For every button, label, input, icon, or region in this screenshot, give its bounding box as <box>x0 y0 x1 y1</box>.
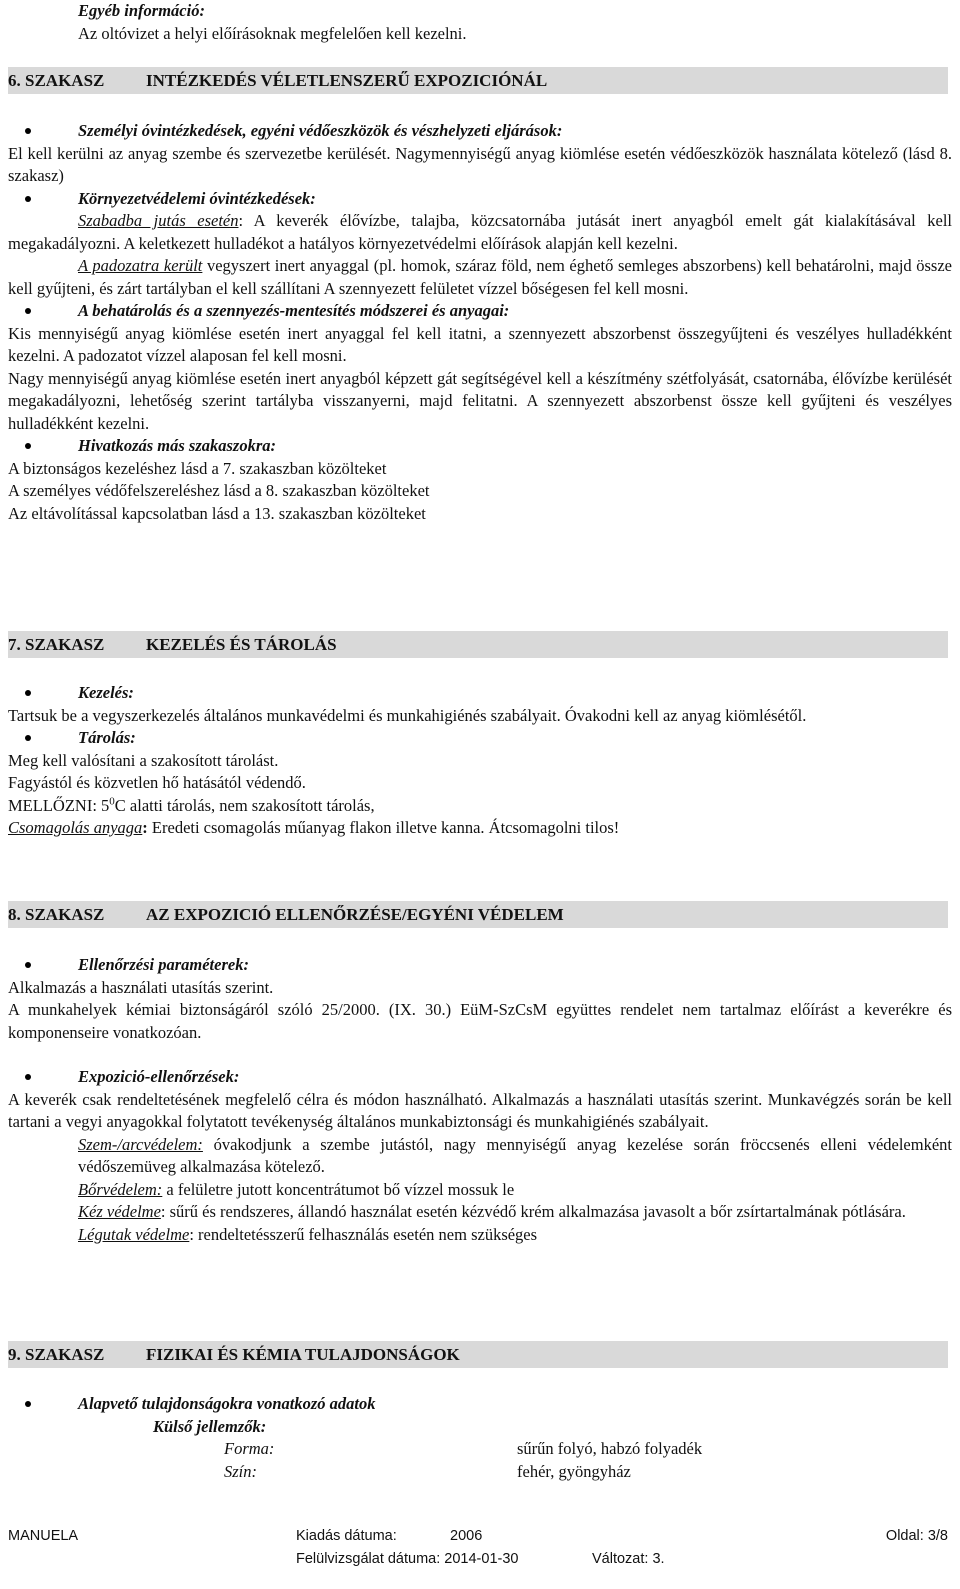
personal-precautions-text: El kell kerülni az anyag szembe és szervezetbe kerülését. Nagymennyiségű anyag kiömlése esetén védőeszközök használata kötelező (lásd 8. szakasz) <box>8 143 952 185</box>
basic-properties-item <box>8 1393 952 1416</box>
section9-number: 9. SZAKASZ <box>8 1345 105 1364</box>
eye-label: Szem-/arcvédelem: <box>78 1134 203 1154</box>
env-precautions-item <box>8 188 952 211</box>
reference-line: A személyes védőfelszereléshez lásd a 8. szakaszban közölteket <box>8 481 430 500</box>
section8-number: 8. SZAKASZ <box>8 905 105 924</box>
property-row <box>8 1461 952 1484</box>
property-label: Szín: <box>224 1461 257 1481</box>
storage-heading: Tárolás: <box>78 728 136 747</box>
references-item <box>8 435 952 458</box>
skin-text: a felületre jutott koncentrátumot bő vízzel mossuk le <box>162 1179 515 1199</box>
bullet-icon <box>25 1074 31 1080</box>
section9-title: FIZIKAI ÉS KÉMIA TULAJDONSÁGOK <box>146 1345 460 1364</box>
section8-header <box>8 901 948 928</box>
bullet-icon <box>25 308 31 314</box>
avoid-degree: 0 <box>109 795 115 807</box>
section8-body <box>8 954 952 1246</box>
bullet-icon <box>25 196 31 202</box>
bullet-icon <box>25 1401 31 1407</box>
packaging-text: Eredeti csomagolás műanyag flakon illetve kanna. Átcsomagolni tilos! <box>147 818 620 837</box>
skin-protection <box>8 1179 952 1202</box>
footer-review-date: Felülvizsgálat dátuma: 2014-01-30 <box>296 1551 519 1567</box>
eye-protection <box>8 1134 952 1179</box>
footer-version: Változat: 3. <box>592 1551 665 1567</box>
packaging-line <box>8 817 952 840</box>
section6-header <box>8 67 948 94</box>
personal-precautions-heading: Személyi óvintézkedések, egyéni védőeszközök és vészhelyzeti eljárások: <box>78 121 563 140</box>
bullet-icon <box>25 443 31 449</box>
storage-item <box>8 727 952 750</box>
control-params-item <box>8 954 952 977</box>
other-info-heading: Egyéb információ: <box>78 1 205 20</box>
handling-text: Tartsuk be a vegyszerkezelés általános munkavédelmi és munkahigiénés szabályait. Óvakodni kell az anyag kiömlésétől. <box>8 705 807 725</box>
bullet-icon <box>25 128 31 134</box>
section7-body <box>8 682 952 840</box>
containment-text-large: Nagy mennyiségű anyag kiömlése esetén inert anyagból képzett gát segítségével kell a készítmény szétfolyását, csatornába, élővízbe kerülését megakadályozni, lehetőség szerint tartályba visszanyerni, majd felitatni. A szennyezett abszorbenst össze kell gyűjteni és veszélyes hulladékként kezelni. <box>8 368 952 433</box>
packaging-label: Csomagolás anyaga <box>8 818 143 837</box>
external-heading-text: Külső jellemzők: <box>153 1416 267 1436</box>
resp-label: Légutak védelme <box>78 1224 190 1244</box>
section6-body <box>8 120 952 525</box>
env-label: Szabadba jutás esetén <box>78 211 239 230</box>
respiratory-protection <box>8 1224 952 1247</box>
footer-page-number: Oldal: 3/8 <box>885 1528 948 1544</box>
references-heading: Hivatkozás más szakaszokra: <box>78 436 277 455</box>
hand-label: Kéz védelme <box>78 1202 161 1221</box>
property-label: Forma: <box>224 1439 275 1458</box>
bullet-icon <box>25 690 31 696</box>
property-value: sűrűn folyó, habzó folyadék <box>517 1439 703 1458</box>
control-params-line: Alkalmazás a használati utasítás szerint. <box>8 977 274 997</box>
exposure-controls-heading: Expozició-ellenőrzések: <box>78 1067 240 1086</box>
personal-precautions-item <box>8 120 952 143</box>
other-info-text: Az oltóvizet a helyi előírásoknak megfelelően kell kezelni. <box>78 23 467 43</box>
storage-line: Meg kell valósítani a szakosított tárolást. <box>8 750 279 770</box>
section9-header <box>8 1341 948 1368</box>
section7-title: KEZELÉS ÉS TÁROLÁS <box>146 635 337 654</box>
containment-heading: A behatárolás és a szennyezés-mentesítés módszerei és anyagai: <box>78 301 510 320</box>
hand-protection <box>8 1201 952 1224</box>
packaging-colon: : <box>142 818 148 837</box>
reference-line: Az eltávolítással kapcsolatban lásd a 13. szakaszban közölteket <box>8 503 426 523</box>
floor-label: A padozatra került <box>78 256 203 275</box>
reference-line: A biztonságos kezeléshez lásd a 7. szakaszban közölteket <box>8 458 387 478</box>
section8-title: AZ EXPOZICIÓ ELLENŐRZÉSE/EGYÉNI VÉDELEM <box>146 905 564 924</box>
section7-header <box>8 631 948 658</box>
storage-avoid <box>8 795 952 818</box>
control-params-heading: Ellenőrzési paraméterek: <box>78 955 249 974</box>
floor-body: vegyszert inert anyaggal (pl. homok, száraz föld, nem éghető semleges abszorbens) kell behatárolni, majd össze kell gyűjteni, és zárt tartályban el kell szállítani A szennyezett felületet vízzel bőségesen fel kell mosni. <box>8 256 952 298</box>
exposure-controls-item <box>8 1066 952 1089</box>
section7-number: 7. SZAKASZ <box>8 635 105 654</box>
section5-tail <box>8 0 952 45</box>
avoid-suffix: C alatti tárolás, nem szakosított tárolás, <box>114 795 375 815</box>
hand-text: : sűrű és rendszeres, állandó használat esetén kézvédő krém alkalmazása javasolt a bőr zsírtartalmának pótlására. <box>160 1202 906 1221</box>
floor-text <box>8 255 952 300</box>
bullet-icon <box>25 962 31 968</box>
storage-line: Fagyástól és közvetlen hő hatásától védendő. <box>8 773 306 792</box>
handling-item <box>8 682 952 705</box>
exposure-controls-text: A keverék csak rendeltetésének megfelelő célra és módon használható. Alkalmazás a használati utasítás szerint. Munkavégzés során be kell tartani a vegyi anyagokkal folytatott tevékenység általános munkabiztonsági és munkahigiénés szabályait. <box>8 1089 952 1131</box>
eye-text: óvakodjunk a szembe jutástól, nagy mennyiségű anyag kezelése során fröccsenés elleni védelemként védőszemüveg alkalmazása kötelező. <box>78 1134 952 1176</box>
resp-text: : rendeltetésszerű felhasználás esetén nem szükséges <box>189 1224 538 1244</box>
handling-heading: Kezelés: <box>78 683 134 702</box>
basic-properties-heading: Alapvető tulajdonságokra vonatkozó adatok <box>78 1394 376 1413</box>
skin-label: Bőrvédelem: <box>78 1179 163 1199</box>
footer-issue-value: 2006 <box>450 1528 483 1544</box>
avoid-prefix: MELLŐZNI: 5 <box>8 795 110 815</box>
control-params-regulation: A munkahelyek kémiai biztonságáról szóló 25/2000. (IX. 30.) EüM-SzCsM együttes rendelet nem tartalmaz előírást a keverékre és komponenseire vonatkozóan. <box>8 1000 952 1042</box>
section6-title: INTÉZKEDÉS VÉLETLENSZERŰ EXPOZICIÓNÁL <box>146 71 548 90</box>
footer-issue-label: Kiadás dátuma: <box>296 1528 397 1544</box>
env-precautions-text <box>8 210 952 255</box>
section9-body <box>8 1393 952 1483</box>
bullet-icon <box>25 735 31 741</box>
env-text: : A keverék élővízbe, talajba, közcsatornába jutását inert anyagból emelt gát kialakításával kell megakadályozni. A keletkezett hulladékot a hatályos környezetvédelmi előírások alapján kell kezelni. <box>8 211 952 253</box>
property-row <box>8 1438 952 1461</box>
section6-number: 6. SZAKASZ <box>8 71 105 90</box>
env-precautions-heading: Környezetvédelemi óvintézkedések: <box>78 188 316 208</box>
containment-item <box>8 300 952 323</box>
property-value: fehér, gyöngyház <box>517 1461 631 1481</box>
containment-text-small: Kis mennyiségű anyag kiömlése esetén inert anyaggal fel kell itatni, a szennyezett abszorbenst összegyűjteni és veszélyes hulladékként kezelni. A padozatot vízzel alaposan fel kell mosni. <box>8 323 952 365</box>
external-heading <box>8 1416 952 1439</box>
footer-product: MANUELA <box>8 1528 79 1544</box>
